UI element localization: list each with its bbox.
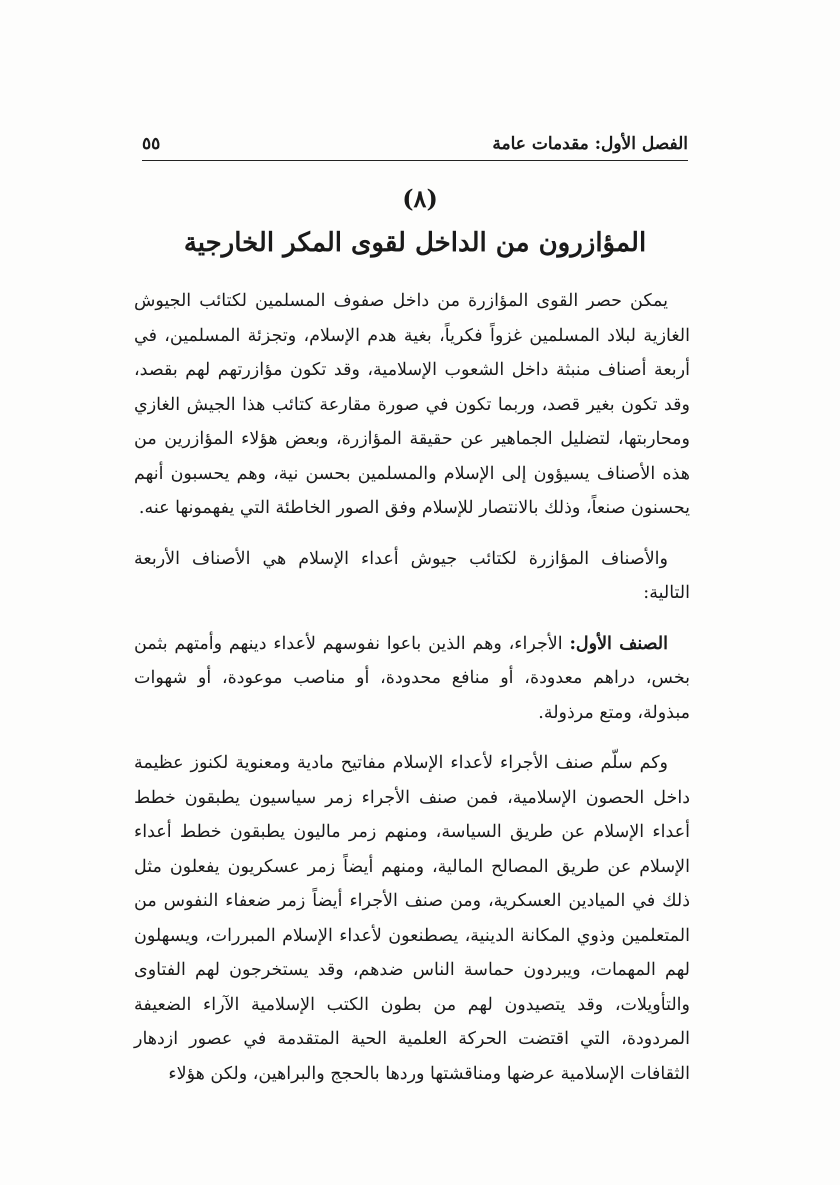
paragraph-3-lead: الصنف الأول: xyxy=(569,633,668,654)
paragraph-2-text: والأصناف المؤازرة لكتائب جيوش أعداء الإسلام هي الأصناف الأربعة التالية: xyxy=(134,548,690,603)
paragraph-2 xyxy=(134,542,690,611)
section-number: (٨) xyxy=(402,184,438,213)
paragraph-4 xyxy=(134,746,690,1091)
paragraph-1-text: يمكن حصر القوى المؤازرة من داخل صفوف المسلمين لكتائب الجيوش الغازية لبلاد المسلمين غزواً فكرياً، بغية هدم الإسلام، وتجزئة المسلمين، في أربعة أصناف منبثة داخل الشعوب الإسلامية، وقد تكون مؤازرتهم لهم بقصد، وقد تكون بغير قصد، وربما تكون في صورة مقارعة كتائب هذا الجيش الغازي ومحاربتها، لتضليل الجماهير عن حقيقة المؤازرة، وبعض هؤلاء المؤازرين من هذه الأصناف يسيؤون إلى الإسلام والمسلمين بحسن نية، وهم يحسبون أنهم يحسنون صنعاً، وذلك بالانتصار للإسلام وفق الصور الخاطئة التي يفهمونها عنه. xyxy=(134,291,690,518)
section-title: المؤازرون من الداخل لقوى المكر الخارجية xyxy=(183,228,647,258)
paragraph-4-text: وكم سلّم صنف الأجراء لأعداء الإسلام مفاتيح مادية ومعنوية لكنوز عظيمة داخل الحصون الإسلامية، فمن صنف الأجراء زمر سياسيون يطبقون خطط أعداء الإسلام عن طريق السياسة، ومنهم زمر ماليون يطبقون خطط أعداء الإسلام عن طريق المصالح المالية، ومنهم أيضاً زمر عسكريون يفعلون مثل ذلك في الميادين العسكرية، ومن صنف الأجراء أيضاً زمر ضعفاء النفوس من المتعلمين وذوي المكانة الدينية، يصطنعون لأعداء الإسلام المبررات، ويسهلون لهم المهمات، ويبردون حماسة الناس ضدهم، وقد يستخرجون لهم الفتاوى والتأويلات، وقد يتصيدون لهم من بطون الكتب الإسلامية الآراء الضعيفة المردودة، التي اقتضت الحركة العلمية الحية المتقدمة في عصور ازدهار الثقافات الإسلامية عرضها ومناقشتها وردها بالحجج والبراهين، ولكن هؤلاء xyxy=(134,753,690,1084)
paragraph-3 xyxy=(134,627,690,731)
paragraph-3-text: الأجراء، وهم الذين باعوا نفوسهم لأعداء دينهم وأمتهم بثمن بخس، دراهم معدودة، أو منافع محدودة، أو مناصب موعودة، أو شهوات مبذولة، ومتع مرذولة. xyxy=(134,633,690,723)
chapter-title: الفصل الأول: مقدمات عامة xyxy=(492,134,688,154)
running-header xyxy=(142,132,688,158)
header-divider xyxy=(142,160,688,161)
page-number: ٥٥ xyxy=(142,134,161,154)
body-text xyxy=(134,284,690,1091)
paragraph-1 xyxy=(134,284,690,526)
